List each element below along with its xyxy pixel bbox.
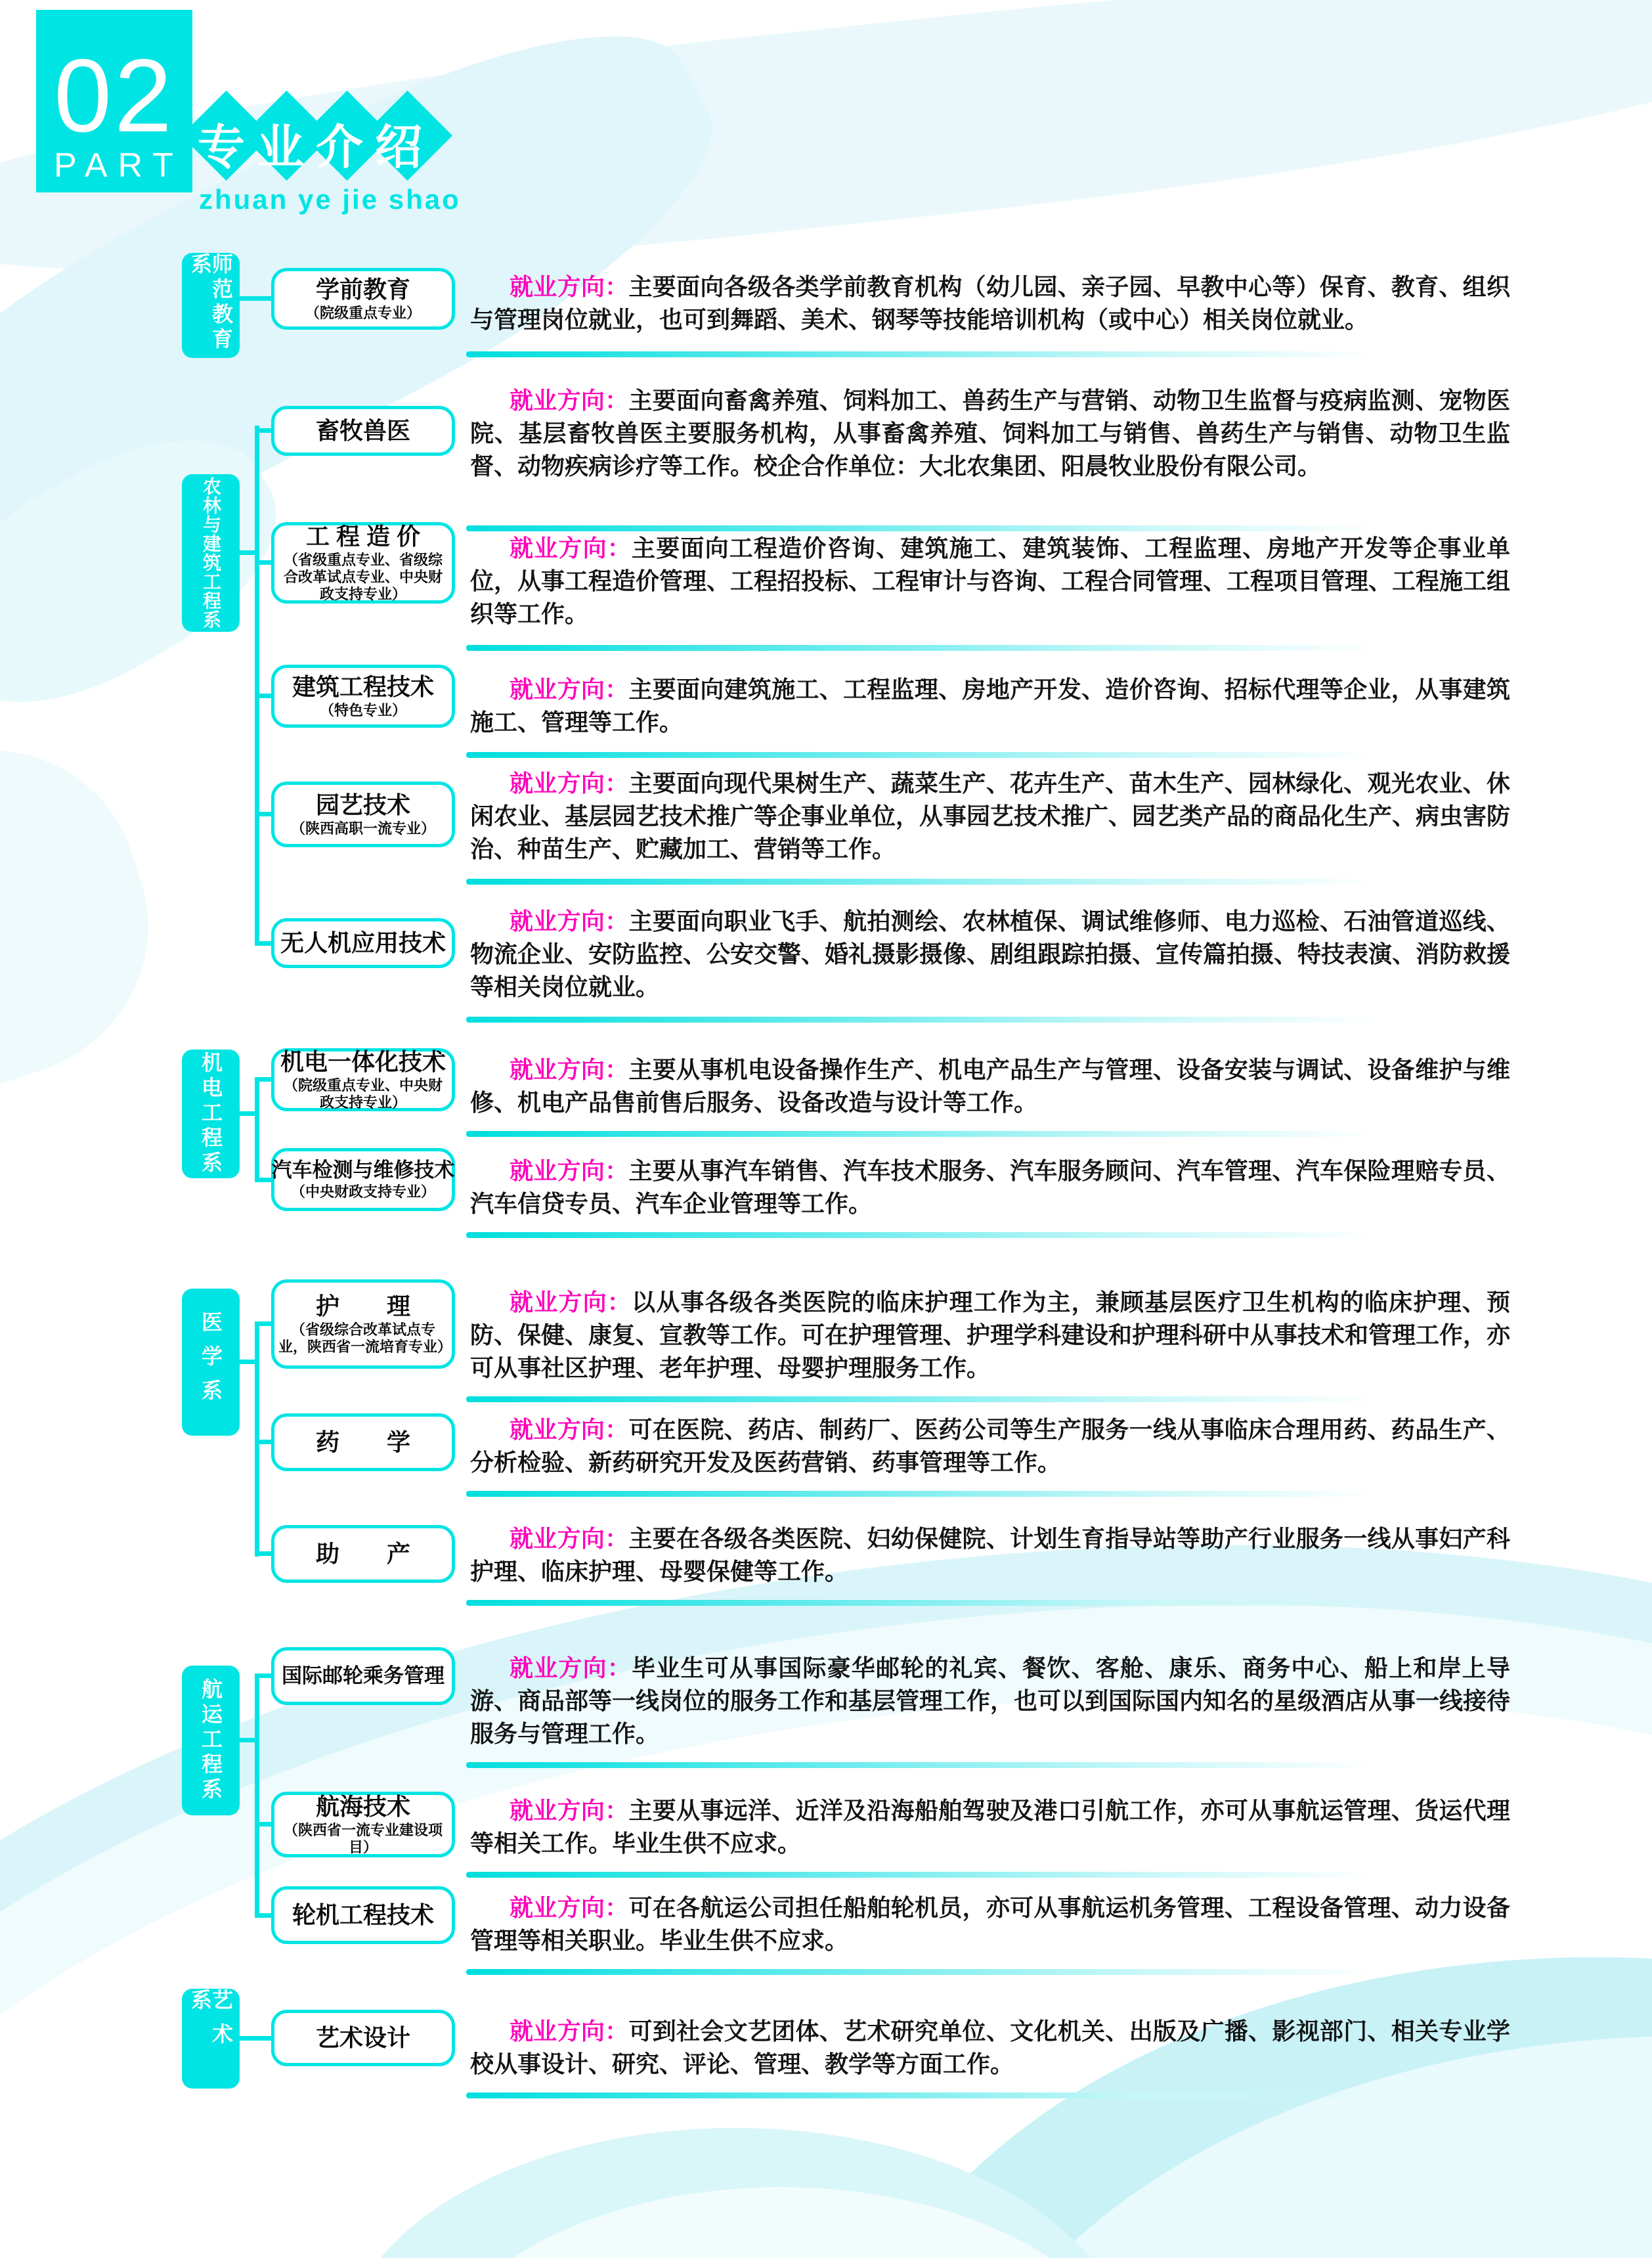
major-description: [470, 384, 1510, 483]
part-label: PART: [54, 146, 184, 185]
major-subtitle: （陕西省一流专业建设项目）: [283, 1821, 443, 1855]
connector-line: [240, 1360, 255, 1364]
dept-box-teacher-education: [182, 253, 240, 358]
description-text: 主要面向工程造价咨询、建筑施工、建筑装饰、工程监理、房地产开发等企事业单位，从事工程造价管理、工程招投标、工程审计与咨询、工程合同管理、工程项目管理、工程施工组织等工作。: [470, 535, 1511, 627]
connector-line: [255, 1077, 271, 1082]
connector-line: [255, 941, 271, 946]
employment-direction-label: 就业方向：: [510, 2018, 629, 2045]
major-title: 药 学: [315, 1428, 410, 1456]
employment-direction-label: 就业方向：: [510, 908, 629, 935]
major-box-horticulture: [271, 782, 455, 847]
major-box-auto-maintenance: [271, 1148, 455, 1211]
connector-line: [255, 812, 271, 816]
major-subtitle: （省级重点专业、省级综合改革试点专业、中央财政支持专业）: [283, 551, 443, 602]
dept-box-medicine: [182, 1289, 240, 1436]
major-title: 学前教育: [315, 276, 410, 303]
part-number-box: [36, 10, 192, 192]
major-subtitle: （院级重点专业、中央财政支持专业）: [283, 1076, 443, 1111]
connector-line: [240, 2036, 271, 2041]
connector-trunk: [255, 426, 259, 946]
description-text: 主要面向畜禽养殖、饲料加工、兽药生产与营销、动物卫生监督与疫病监测、宠物医院、基层畜牧兽医主要服务机构，从事畜禽养殖、饲料加工与销售、兽药生产与销售、动物卫生监督、动物疾病诊疗等工作。校企合作单位：大北农集团、阳晨牧业股份有限公司。: [470, 387, 1510, 479]
description-text: 主要面向职业飞手、航拍测绘、农林植保、调试维修师、电力巡检、石油管道巡线、物流企业、安防监控、公安交警、婚礼摄影摄像、剧组跟踪拍摄、宣传篇拍摄、特技表演、消防救援等相关岗位就业。: [470, 908, 1511, 1000]
description-text: 主要从事汽车销售、汽车技术服务、汽车服务顾问、汽车管理、汽车保险理赔专员、汽车信贷专员、汽车企业管理等工作。: [470, 1157, 1510, 1217]
major-title: 助 产: [315, 1540, 410, 1568]
major-title: 畜牧兽医: [315, 417, 410, 445]
major-box-art-design: [271, 2010, 455, 2066]
description-text: 主要从事远洋、近洋及沿海船舶驾驶及港口引航工作，亦可从事航运管理、货运代理等相关工作。毕业生供不应求。: [470, 1797, 1510, 1857]
connector-line: [255, 1913, 271, 1918]
major-subtitle: （陕西高职一流专业）: [290, 820, 435, 837]
page-title-pinyin: zhuan ye jie shao: [199, 184, 461, 215]
section-divider: [466, 1491, 1425, 1497]
description-text: 可到社会文艺团体、艺术研究单位、文化机关、出版及广播、影视部门、相关专业学校从事设计、研究、评论、管理、教学等方面工作。: [470, 2018, 1510, 2077]
connector-line: [240, 1738, 255, 1742]
major-description: [470, 1155, 1510, 1220]
major-title: 无人机应用技术: [280, 929, 446, 957]
description-text: 以从事各级各类医院的临床护理工作为主，兼顾基层医疗卫生机构的临床护理、预防、保健、康复、宣教等工作。可在护理管理、护理学科建设和护理科研中从事技术和管理工作，亦可从事社区护理、老年护理、母婴护理服务工作。: [470, 1289, 1511, 1381]
employment-direction-label: 就业方向：: [510, 770, 629, 797]
employment-direction-label: 就业方向：: [510, 1654, 632, 1681]
major-description: [470, 532, 1510, 631]
connector-line: [255, 1321, 271, 1326]
section-divider: [466, 1600, 1425, 1606]
description-text: 主要面向现代果树生产、蔬菜生产、花卉生产、苗木生产、园林绿化、观光农业、休闲农业、基层园艺技术推广等企事业单位，从事园艺技术推广、园艺类产品的商品化生产、病虫害防治、种苗生产、贮藏加工、营销等工作。: [470, 770, 1511, 862]
major-subtitle: （院级重点专业）: [305, 304, 421, 321]
major-box-animal-husbandry: [271, 406, 455, 456]
major-title: 机电一体化技术: [280, 1048, 446, 1076]
major-title: 工 程 造 价: [305, 523, 420, 550]
description-text: 主要从事机电设备操作生产、机电产品生产与管理、设备安装与调试、设备维护与维修、机电产品售前售后服务、设备改造与设计等工作。: [470, 1056, 1510, 1116]
section-divider: [466, 1396, 1425, 1402]
section-divider: [466, 2092, 1425, 2098]
dept-box-agriculture-construction: [182, 474, 240, 632]
employment-direction-label: 就业方向：: [510, 535, 632, 562]
major-description: [470, 1053, 1510, 1119]
major-description: [470, 1286, 1510, 1384]
description-text: 主要面向建筑施工、工程监理、房地产开发、造价咨询、招标代理等企业，从事建筑施工、管理等工作。: [470, 676, 1510, 736]
major-box-building-engineering: [271, 665, 455, 728]
dept-name: 机电工程系: [199, 1052, 223, 1176]
major-description: [470, 1652, 1510, 1750]
connector-line: [255, 560, 271, 565]
major-box-mechatronics-technology: [271, 1048, 455, 1111]
connector-line: [255, 1551, 271, 1556]
dept-name: 师范教育系: [188, 253, 233, 353]
section-divider: [466, 1017, 1425, 1023]
connector-line: [255, 694, 271, 698]
major-box-engineering-cost: [271, 522, 455, 604]
employment-direction-label: 就业方向：: [510, 676, 629, 703]
major-description: [470, 1794, 1510, 1860]
section-divider: [466, 752, 1425, 758]
major-box-pharmacy: [271, 1413, 455, 1471]
dept-box-mechatronics: [182, 1050, 240, 1178]
section-divider: [466, 1872, 1425, 1878]
part-number: 02: [54, 38, 175, 154]
employment-direction-label: 就业方向：: [510, 1416, 629, 1443]
connector-line: [255, 1673, 271, 1678]
background-band: [0, 711, 187, 1128]
major-description: [470, 673, 1510, 739]
section-divider: [466, 1762, 1425, 1768]
major-title: 艺术设计: [315, 2024, 410, 2052]
connector-line: [255, 1440, 271, 1444]
major-description: [470, 2015, 1510, 2081]
employment-direction-label: 就业方向：: [510, 1797, 629, 1824]
major-subtitle: （省级综合改革试点专业，陕西省一流培育专业）: [278, 1321, 452, 1355]
major-title: 航海技术: [315, 1793, 410, 1821]
major-box-midwifery: [271, 1525, 455, 1583]
major-title: 园艺技术: [315, 791, 410, 819]
description-text: 可在各航运公司担任船舶轮机员，亦可从事航运机务管理、工程设备管理、动力设备管理等相关职业。毕业生供不应求。: [470, 1894, 1510, 1954]
section-divider: [466, 1232, 1425, 1238]
major-title: 轮机工程技术: [292, 1901, 434, 1929]
description-text: 毕业生可从事国际豪华邮轮的礼宾、餐饮、客舱、康乐、商务中心、船上和岸上导游、商品部等一线岗位的服务工作和基层管理工作，也可以到国际国内知名的星级酒店从事一线接待服务与管理工作。: [470, 1654, 1511, 1747]
connector-line: [255, 1178, 271, 1182]
section-divider: [466, 1969, 1425, 1975]
connector-trunk: [255, 1077, 259, 1182]
major-box-cruise-management: [271, 1647, 455, 1705]
description-text: 可在医院、药店、制药厂、医药公司等生产服务一线从事临床合理用药、药品生产、分析检验、新药研究开发及医药营销、药事管理等工作。: [470, 1416, 1510, 1476]
connector-trunk: [255, 1321, 259, 1557]
major-box-marine-engineering: [271, 1886, 455, 1944]
employment-direction-label: 就业方向：: [510, 1056, 629, 1083]
major-description: [470, 1892, 1510, 1957]
dept-name: 医学系: [199, 1311, 223, 1413]
connector-line: [240, 1111, 255, 1116]
connector-line: [255, 1822, 271, 1826]
major-box-nursing: [271, 1279, 455, 1369]
major-description: [470, 1413, 1510, 1479]
description-text: 主要在各级各类医院、妇幼保健院、计划生育指导站等助产行业服务一线从事妇产科护理、临床护理、母婴保健等工作。: [470, 1525, 1510, 1585]
employment-direction-label: 就业方向：: [510, 1289, 632, 1316]
major-description: [470, 1522, 1510, 1588]
major-box-preschool-education: [271, 268, 455, 330]
major-box-uav-technology: [271, 918, 455, 968]
connector-line: [255, 428, 271, 433]
dept-box-shipping-engineering: [182, 1666, 240, 1815]
major-description: [470, 767, 1510, 866]
employment-direction-label: 就业方向：: [510, 1157, 629, 1184]
page-title: 专业介绍: [197, 122, 434, 174]
major-title: 护 理: [315, 1293, 410, 1320]
employment-direction-label: 就业方向：: [510, 387, 629, 414]
major-title: 国际邮轮乘务管理: [282, 1664, 445, 1688]
section-divider: [466, 1131, 1425, 1137]
employment-direction-label: 就业方向：: [510, 273, 629, 300]
section-divider: [466, 525, 1425, 531]
connector-line: [240, 296, 271, 301]
description-text: 主要面向各级各类学前教育机构（幼儿园、亲子园、早教中心等）保育、教育、组织与管理岗位就业，也可到舞蹈、美术、钢琴等技能培训机构（或中心）相关岗位就业。: [470, 273, 1510, 333]
major-description: [470, 905, 1510, 1004]
connector-line: [240, 550, 255, 555]
employment-direction-label: 就业方向：: [510, 1894, 629, 1921]
connector-trunk: [255, 1673, 259, 1918]
section-divider: [466, 879, 1425, 885]
dept-name: 农林与建筑工程系: [201, 477, 221, 629]
dept-name: 航运工程系: [199, 1678, 223, 1803]
major-description: [470, 271, 1510, 336]
section-divider: [466, 645, 1425, 651]
dept-box-art: [182, 1989, 240, 2089]
major-title: 建筑工程技术: [292, 673, 434, 701]
major-title: 汽车检测与维修技术: [271, 1159, 455, 1182]
major-subtitle: （特色专业）: [319, 701, 406, 719]
employment-direction-label: 就业方向：: [510, 1525, 629, 1552]
section-divider: [466, 351, 1425, 357]
dept-name: 艺术系: [188, 1989, 233, 2057]
major-box-navigation-technology: [271, 1792, 455, 1857]
major-subtitle: （中央财政支持专业）: [290, 1183, 435, 1200]
